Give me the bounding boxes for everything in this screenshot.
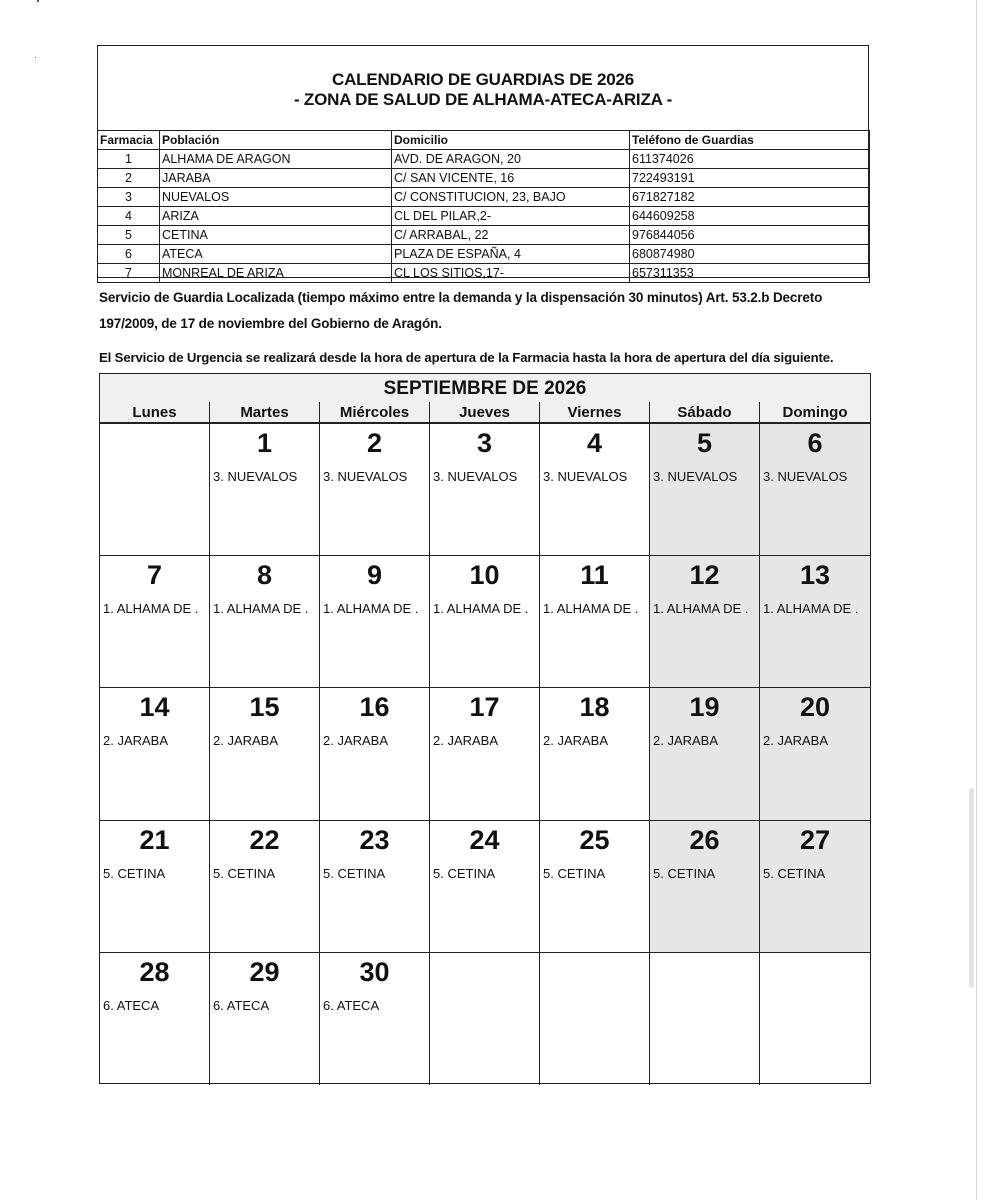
day-pharmacy: 3. NUEVALOS [543, 469, 628, 484]
cell-poblacion: NUEVALOS [160, 188, 392, 207]
cell-domicilio: AVD. DE ARAGON, 20 [392, 150, 630, 169]
cell-telefono: 976844056 [630, 226, 870, 245]
cell-telefono: 657311353 [630, 264, 870, 283]
day-number: 15 [249, 692, 280, 723]
day-number: 17 [469, 692, 500, 723]
weekday-3: Miércoles [320, 402, 430, 422]
cell-domicilio: PLAZA DE ESPAÑA, 4 [392, 245, 630, 264]
pharmacy-table-header [98, 131, 870, 150]
calendar-day-cell [210, 821, 320, 953]
day-pharmacy: 2. JARABA [323, 733, 389, 749]
weekday-4: Jueves [430, 402, 540, 422]
day-pharmacy: 1. ALHAMA DE . [323, 601, 419, 617]
day-number: 7 [146, 560, 163, 591]
weekday-5: Viernes [540, 402, 650, 422]
day-number: 1 [256, 428, 273, 458]
calendar-day-cell [210, 688, 320, 820]
table-row [98, 264, 870, 283]
day-number: 16 [359, 692, 390, 723]
day-number: 9 [366, 560, 383, 591]
calendar-day-cell [760, 821, 870, 953]
day-pharmacy: 5. CETINA [763, 865, 826, 881]
day-number: 13 [799, 560, 831, 591]
cell-telefono: 644609258 [630, 207, 870, 226]
day-pharmacy: 2. JARABA [103, 733, 169, 749]
day-pharmacy: 2. JARABA [213, 733, 279, 749]
day-pharmacy: 2. JARABA [433, 733, 499, 749]
calendar-month-title: SEPTIEMBRE DE 2026 [100, 374, 870, 403]
table-row [98, 207, 870, 226]
calendar-day-cell [650, 424, 760, 556]
weekday-2: Martes [210, 402, 320, 422]
calendar-day-cell [320, 953, 430, 1085]
day-number: 28 [139, 956, 170, 987]
notice-urgencia: El Servicio de Urgencia se realizará desde la hora de apertura de la Farmacia hasta la hora de apertura del día siguiente. [99, 350, 834, 365]
header-farmacia: Farmacia [98, 131, 160, 150]
header-domicilio: Domicilio [392, 131, 630, 150]
day-number: 21 [139, 824, 170, 855]
calendar-day-cell [100, 821, 210, 953]
day-pharmacy: 1. ALHAMA DE . [653, 601, 749, 617]
cell-farmacia: 5 [98, 226, 160, 245]
day-number: 11 [580, 560, 609, 591]
cell-domicilio: C/ CONSTITUCION, 23, BAJO [392, 188, 630, 207]
calendar-day-cell [100, 688, 210, 820]
cell-telefono: 671827182 [630, 188, 870, 207]
calendar-day-cell [100, 556, 210, 688]
day-pharmacy: 5. CETINA [653, 865, 716, 881]
day-number: 26 [689, 824, 720, 855]
calendar-day-cell [210, 556, 320, 688]
day-pharmacy: 1. ALHAMA DE . [213, 601, 309, 617]
calendar-day-cell [540, 821, 650, 953]
calendar-day-cell [540, 688, 650, 820]
weekday-1: Lunes [100, 402, 210, 422]
calendar-day-cell [430, 688, 540, 820]
cell-poblacion: ARIZA [160, 207, 392, 226]
notice-guardia-line-1: Servicio de Guardia Localizada (tiempo máximo entre la demanda y la dispensación 30 minutos) Art. 53.2.b Decreto [99, 290, 823, 305]
scan-speck [37, 0, 39, 2]
notice-guardia-line-2: 197/2009, de 17 de noviembre del Gobierno de Aragón. [99, 316, 442, 331]
calendar-day-cell [540, 424, 650, 556]
day-pharmacy: 1. ALHAMA DE . [763, 601, 859, 617]
cell-telefono: 680874980 [630, 245, 870, 264]
calendar-day-cell [320, 424, 430, 556]
cell-farmacia: 6 [98, 245, 160, 264]
day-pharmacy: 5. CETINA [433, 865, 496, 881]
header-poblacion: Población [160, 131, 392, 150]
day-number: 8 [256, 560, 273, 591]
title-line-1: CALENDARIO DE GUARDIAS DE 2026 [332, 70, 634, 89]
cell-domicilio: CL LOS SITIOS,17- [392, 264, 630, 283]
cell-farmacia: 3 [98, 188, 160, 207]
day-number: 24 [469, 824, 500, 855]
table-row [98, 188, 870, 207]
page-edge [976, 0, 977, 1200]
day-pharmacy: 6. ATECA [213, 997, 270, 1013]
cell-telefono: 611374026 [630, 150, 870, 169]
day-pharmacy: 2. JARABA [653, 733, 719, 749]
day-number: 10 [469, 560, 500, 591]
calendar-day-cell [760, 424, 870, 556]
day-number: 6 [807, 428, 823, 458]
cell-poblacion: MONREAL DE ARIZA [160, 264, 392, 283]
cell-poblacion: CETINA [160, 226, 392, 245]
calendar-day-cell [210, 424, 320, 556]
document-title [98, 70, 868, 110]
weekday-6: Sábado [650, 402, 760, 422]
cell-domicilio: C/ SAN VICENTE, 16 [392, 169, 630, 188]
day-pharmacy: 5. CETINA [103, 865, 166, 881]
day-pharmacy: 3. NUEVALOS [213, 469, 298, 484]
day-number: 12 [689, 560, 720, 591]
day-number: 5 [696, 428, 713, 458]
calendar-day-cell [650, 821, 760, 953]
cell-domicilio: C/ ARRABAL, 22 [392, 226, 630, 245]
cell-farmacia: 2 [98, 169, 160, 188]
day-pharmacy: 5. CETINA [213, 865, 276, 881]
calendar [99, 373, 871, 1084]
calendar-day-cell [430, 424, 540, 556]
header-telefono: Teléfono de Guardias [630, 131, 870, 150]
day-number: 23 [359, 824, 390, 855]
cell-farmacia: 4 [98, 207, 160, 226]
day-number: 4 [586, 428, 603, 458]
table-row [98, 226, 870, 245]
day-pharmacy: 2. JARABA [763, 733, 829, 749]
notice-guardia [99, 285, 879, 337]
scan-speck [35, 57, 36, 58]
day-pharmacy: 1. ALHAMA DE . [103, 601, 199, 617]
day-pharmacy: 3. NUEVALOS [763, 469, 848, 484]
calendar-empty-cell [100, 424, 210, 556]
day-pharmacy: 3. NUEVALOS [433, 469, 518, 484]
day-pharmacy: 6. ATECA [103, 997, 160, 1013]
day-pharmacy: 5. CETINA [323, 865, 386, 881]
calendar-day-cell [320, 688, 430, 820]
cell-domicilio: CL DEL PILAR,2- [392, 207, 630, 226]
calendar-day-cell [430, 821, 540, 953]
day-number: 29 [249, 956, 280, 987]
day-number: 19 [689, 692, 720, 723]
calendar-empty-cell [540, 953, 650, 1085]
table-row [98, 245, 870, 264]
cell-poblacion: ATECA [160, 245, 392, 264]
table-row [98, 169, 870, 188]
day-pharmacy: 6. ATECA [323, 997, 380, 1013]
pharmacy-table [97, 130, 870, 283]
day-number: 25 [579, 824, 610, 855]
day-number: 18 [579, 692, 610, 723]
header-box [97, 45, 869, 278]
calendar-empty-cell [650, 953, 760, 1085]
day-number: 3 [476, 428, 493, 458]
cell-poblacion: JARABA [160, 169, 392, 188]
calendar-empty-cell [430, 953, 540, 1085]
calendar-day-cell [650, 556, 760, 688]
calendar-day-cell [100, 953, 210, 1085]
cell-farmacia: 7 [98, 264, 160, 283]
day-pharmacy: 5. CETINA [543, 865, 606, 881]
calendar-day-cell [430, 556, 540, 688]
day-pharmacy: 3. NUEVALOS [653, 469, 738, 484]
scrollbar[interactable] [969, 788, 974, 988]
calendar-day-cell [650, 688, 760, 820]
day-number: 20 [799, 692, 831, 723]
calendar-day-cell [210, 953, 320, 1085]
calendar-day-cell [760, 688, 870, 820]
weekday-7: Domingo [760, 402, 870, 422]
title-line-2: - ZONA DE SALUD DE ALHAMA-ATECA-ARIZA - [293, 90, 673, 109]
calendar-day-cell [760, 556, 870, 688]
day-number: 27 [799, 824, 831, 855]
calendar-day-cell [540, 556, 650, 688]
calendar-empty-cell [760, 953, 870, 1085]
day-pharmacy: 1. ALHAMA DE . [433, 601, 529, 617]
day-pharmacy: 1. ALHAMA DE . [543, 601, 639, 617]
cell-telefono: 722493191 [630, 169, 870, 188]
table-row [98, 150, 870, 169]
calendar-day-cell [320, 556, 430, 688]
cell-poblacion: ALHAMA DE ARAGON [160, 150, 392, 169]
weekday-header-row [100, 402, 870, 424]
day-pharmacy: 2. JARABA [543, 733, 609, 749]
cell-farmacia: 1 [98, 150, 160, 169]
day-pharmacy: 3. NUEVALOS [323, 469, 408, 484]
calendar-day-cell [320, 821, 430, 953]
day-number: 30 [359, 956, 390, 987]
day-number: 22 [249, 824, 280, 855]
day-number: 14 [139, 692, 170, 723]
day-number: 2 [366, 428, 383, 458]
